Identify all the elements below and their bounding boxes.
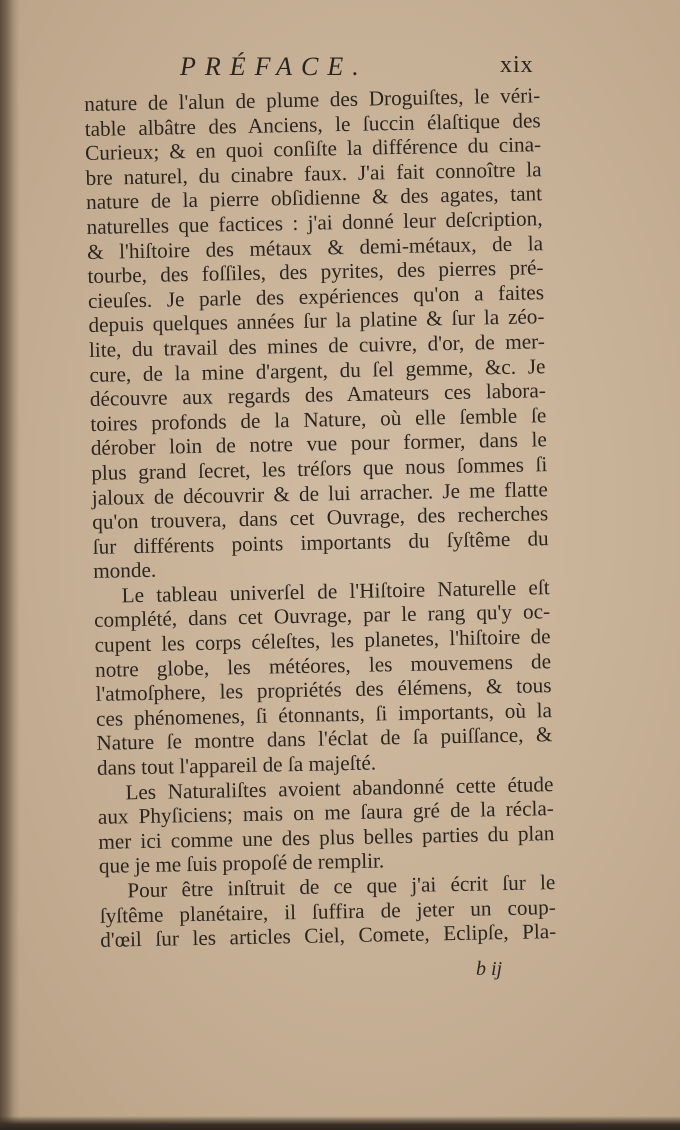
text-line: monde. (92, 557, 157, 584)
text-line: & l'hiſtoire des métaux & demi-métaux, de la (86, 230, 544, 264)
text-line: nature de la pierre obſidienne & des agates, tant (85, 181, 543, 215)
text-line: qu'on trouvera, dans cet Ouvrage, des recherches (92, 501, 549, 535)
book-spine-shadow (0, 0, 20, 1130)
text-line: d'œil ſur les articles Ciel, Comete, Eclipſe, Pla- (100, 919, 557, 953)
text-line: naturelles que factices : j'ai donné leur deſcription, (86, 206, 543, 239)
text-line: nature de l'alun de plume des Droguiſtes, le véri- (84, 83, 541, 116)
text-line: depuis quelques années ſur la platine & ſur la zéo- (88, 304, 545, 338)
signature-mark: b ij (476, 958, 503, 980)
text-line: Curieux; & en quoi conſiſte la différence du cina- (84, 132, 542, 166)
text-line: dérober loin de notre vue pour former, dans le (90, 427, 547, 461)
text-line: cieuſes. Je parle des expériences qu'on a faites (87, 279, 545, 313)
text-line: Nature ſe montre dans l'éclat de ſa puiſſance, & (96, 722, 553, 756)
text-line: cupent les corps céleſtes, les planetes, l'hiſtoire de (94, 624, 551, 657)
text-line: Les Naturaliſtes avoient abandonné cette étude (125, 771, 554, 804)
text-line: aux Phyſiciens; mais on me ſaura gré de la récla- (97, 796, 555, 830)
text-line: cure, de la mine d'argent, du ſel gemme, &c. Je (89, 353, 546, 387)
running-head: PRÉFACE. (180, 52, 368, 81)
text-line: Pour être inſtruit de ce que j'ai écrit ſur le (127, 870, 556, 903)
text-line: découvre aux regards des Amateurs ces labora- (89, 378, 547, 412)
text-line: bre naturel, du cinabre faux. J'ai fait connoître la (85, 157, 542, 190)
text-line: toires profonds de la Nature, où elle ſemble ſe (90, 402, 547, 436)
text-line: que je me ſuis propoſé de remplir. (98, 848, 385, 879)
text-line: mer ici comme une des plus belles parties du plan (98, 820, 555, 854)
text-line: table albâtre des Anciens, le ſuccin élaſtique des (84, 107, 541, 141)
text-line: notre globe, les météores, les mouvemens de (94, 648, 552, 682)
page-number: xix (500, 52, 534, 78)
text-line: jaloux de découvrir & de lui arracher. Je me flatte (91, 476, 548, 510)
text-line: lite, du travail des mines de cuivre, d'or, de mer- (88, 329, 546, 362)
text-line: dans tout l'appareil de ſa majeſté. (96, 750, 377, 780)
text-line: complété, dans cet Ouvrage, par le rang qu'y oc- (93, 599, 551, 633)
body-text (84, 83, 556, 952)
text-line: tourbe, des foſſiles, des pyrites, des pierres pré- (87, 255, 544, 289)
page-bottom-edge (0, 1116, 680, 1130)
text-line: ſyſtême planétaire, il ſuffira de jeter un coup- (99, 894, 556, 928)
text-line: plus grand ſecret, les tréſors que nous ſommes ſi (91, 452, 548, 485)
text-line: ſur différents points importants du ſyſtême du (92, 525, 549, 559)
text-line: ces phénomenes, ſi étonnants, ſi importants, où la (95, 697, 553, 731)
text-line: Le tableau univerſel de l'Hiſtoire Naturelle eſt (121, 575, 550, 608)
text-line: l'atmoſphere, les propriétés des élémens, & tous (95, 673, 552, 707)
